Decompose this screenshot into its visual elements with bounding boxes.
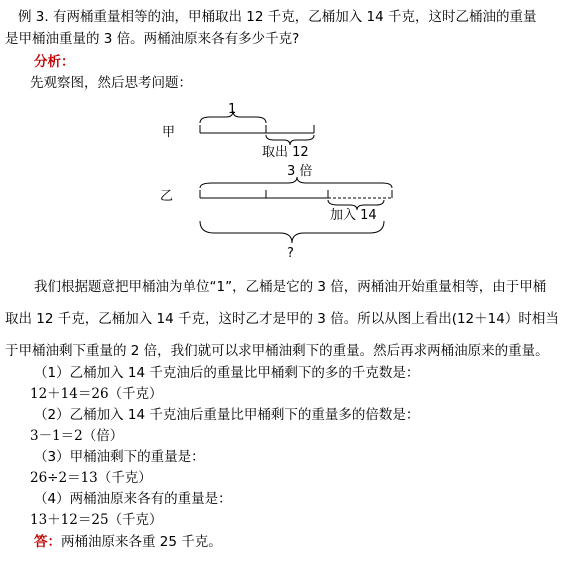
analysis-label: 分析： (34, 54, 75, 70)
yi-label: 乙 (160, 189, 174, 204)
times-label: 3 倍 (287, 164, 313, 179)
step-3-question: （3）甲桶油剩下的重量是： (34, 449, 205, 465)
yi-segment (200, 190, 392, 198)
take-out-brace (266, 135, 314, 145)
step-3-formula: 26÷2＝13（千克） (30, 470, 152, 486)
problem-line-1: 例 3. 有两桶重量相等的油，甲桶取出 12 千克，乙桶加入 14 千克，这时乙桶油的重量 (18, 9, 537, 25)
take-out-label: 取出 12 (262, 145, 309, 160)
step-2-formula: 3－1＝2（倍） (30, 428, 124, 444)
step-4-formula: 13＋12＝25（千克） (30, 512, 163, 528)
jia-segment (200, 125, 314, 133)
explanation-line-2: 取出 12 千克，乙桶加入 14 千克，这时乙才是甲的 3 倍。所以从图上看出(12＋14）时相当 (5, 311, 559, 327)
explanation-line-3: 于甲桶油剩下重量的 2 倍，我们就可以求甲桶油剩下的重量。然后再求两桶油原来的重量。 (5, 343, 549, 359)
step-1-formula: 12＋14＝26（千克） (30, 386, 163, 402)
step-4-question: （4）两桶油原来各有的重量是： (34, 491, 232, 507)
answer (34, 533, 222, 551)
analysis-intro: 先观察图，然后思考问题： (30, 75, 192, 91)
problem-line-2: 是甲桶油重量的 3 倍。两桶油原来各有多少千克? (5, 31, 300, 47)
line-segment-diagram (0, 95, 585, 265)
explanation-line-1: 我们根据题意把甲桶油为单位“1”，乙桶是它的 3 倍，两桶油开始重量相等，由于甲桶 (34, 279, 547, 295)
answer-text: 两桶油原来各重 25 千克。 (61, 534, 222, 550)
unit-label: 1 (228, 102, 237, 117)
step-1-question: （1）乙桶加入 14 千克油后的重量比甲桶剩下的多的千克数是： (34, 365, 420, 381)
answer-label: 答： (34, 534, 61, 550)
jia-label: 甲 (162, 125, 176, 140)
step-2-question: （2）乙桶加入 14 千克油后重量比甲桶剩下的重量多的倍数是： (34, 407, 420, 423)
original-brace (200, 221, 384, 243)
question-mark: ? (287, 246, 294, 261)
add-label: 加入 14 (330, 208, 377, 223)
